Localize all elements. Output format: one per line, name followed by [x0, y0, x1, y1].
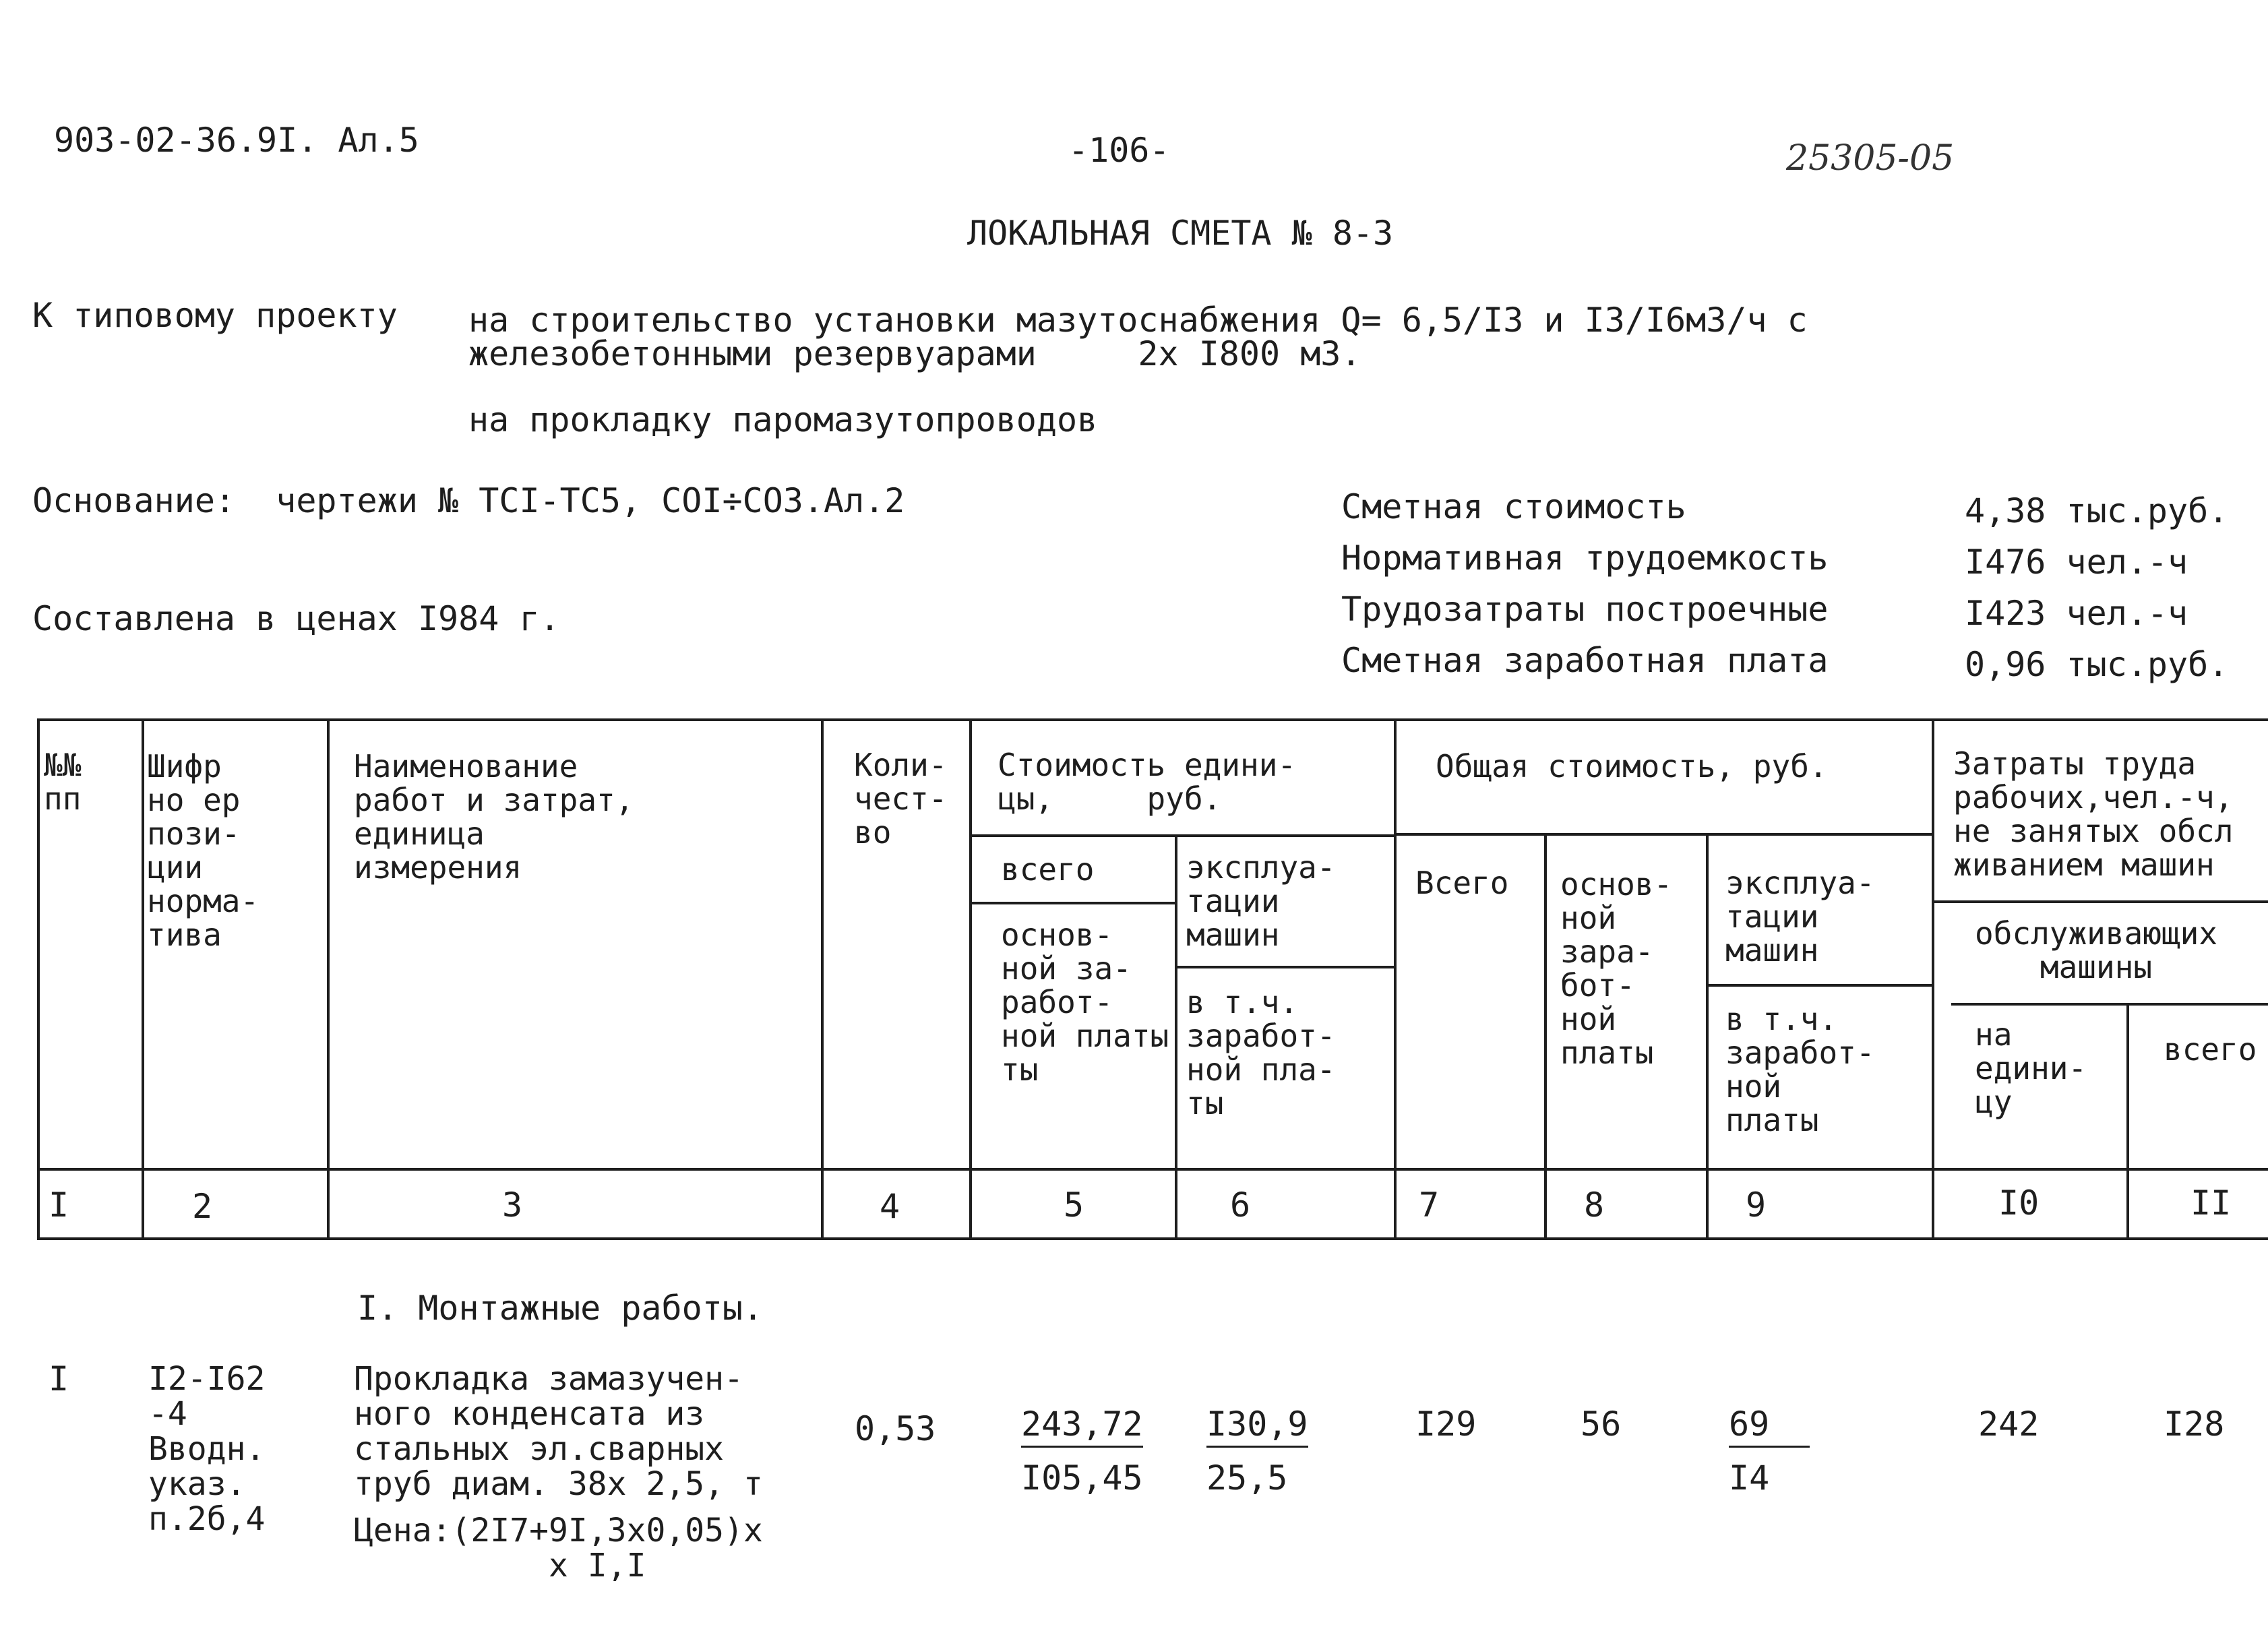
quantity: 0,53	[855, 1409, 936, 1448]
price-formula: Цена:(2I7+9I,3х0,05)х х I,I	[354, 1512, 763, 1584]
page-number: -106-	[1068, 131, 1170, 170]
project-line-3: на прокладку паромазутопроводов	[468, 400, 1098, 439]
total-cost: I29	[1415, 1405, 1477, 1444]
basis-text: Основание: чертежи № ТСI-ТС5, СОI÷СО3.Ал.2	[32, 481, 905, 520]
unit-machine-wage: 25,5	[1206, 1458, 1288, 1498]
header-col-7: Всего	[1415, 865, 1509, 901]
header-col-6b: в т.ч. заработ- ной пла- ты	[1186, 984, 1336, 1121]
column-number: 6	[1230, 1185, 1251, 1225]
total-wage: 56	[1581, 1405, 1622, 1444]
header-col-9b: в т.ч. заработ- ной платы	[1725, 1001, 1875, 1138]
column-number: II	[2190, 1183, 2232, 1223]
labor-per-unit: 242	[1978, 1405, 2040, 1444]
project-line-1: на строительство установки мазутоснабжения Q= 6,5/I3 и I3/I6м3/ч с	[468, 301, 1808, 340]
column-number: 8	[1584, 1185, 1605, 1225]
summary-value-4: 0,96 тыс.руб.	[1965, 645, 2229, 684]
summary-label-3: Трудозатраты построечные	[1341, 590, 1829, 629]
summary-label-2: Нормативная трудоемкость	[1341, 538, 1829, 578]
header-labor-sub: обслуживающих машины	[1975, 915, 2218, 985]
project-line-2: железобетонными резервуарами 2х I800 м3.	[468, 334, 1361, 373]
header-col-5b: основ- ной за- работ- ной платы ты	[1001, 917, 1169, 1088]
document-code: 903-02-36.9I. Ал.5	[54, 121, 419, 160]
summary-label-1: Сметная стоимость	[1341, 487, 1686, 526]
header-col-8: основ- ной зара- бот- ной платы	[1560, 866, 1673, 1071]
project-label: К типовому проекту	[32, 296, 398, 335]
handwritten-number: 25305-05	[1786, 138, 1955, 179]
row-number: I	[49, 1359, 69, 1398]
column-number: 9	[1746, 1185, 1767, 1225]
total-machine-value: 69	[1729, 1405, 1810, 1448]
unit-total-value: 243,72	[1021, 1405, 1143, 1448]
work-name: Прокладка замазучен- ного конденсата из стальных эл.сварных труб диам. 38х 2,5, т	[354, 1360, 763, 1503]
summary-value-3: I423 чел.-ч	[1965, 594, 2188, 633]
labor-total: I28	[2164, 1405, 2225, 1444]
document-title: ЛОКАЛЬНАЯ СМЕТА № 8-3	[967, 214, 1394, 253]
column-number: I	[49, 1185, 69, 1225]
header-col-2: Шифр но ер пози- ции норма- тива	[147, 748, 259, 953]
summary-value-1: 4,38 тыс.руб.	[1965, 491, 2229, 530]
summary-value-2: I476 чел.-ч	[1965, 543, 2188, 582]
column-number: I0	[1998, 1183, 2040, 1223]
total-machine-wage: I4	[1729, 1458, 1770, 1498]
total-machine	[1729, 1405, 1810, 1448]
section-title: I. Монтажные работы.	[357, 1289, 764, 1328]
header-total-cost: Общая стоимость, руб.	[1436, 748, 1828, 784]
header-col-10: на едини- цу	[1975, 1016, 2087, 1120]
summary-label-4: Сметная заработная плата	[1341, 641, 1829, 680]
price-year: Составлена в ценах I984 г.	[32, 599, 560, 638]
unit-wage: I05,45	[1021, 1458, 1143, 1498]
header-col-3: Наименование работ и затрат, единица измерения	[354, 748, 634, 886]
header-col-1: №№ пп	[44, 747, 82, 817]
norm-code: I2-I62 -4 Вводн. указ. п.2б,4	[148, 1360, 266, 1538]
column-number: 5	[1064, 1185, 1084, 1225]
header-col-6a: эксплуа- тации машин	[1186, 849, 1336, 953]
column-number: 2	[192, 1187, 213, 1226]
column-number: 4	[880, 1187, 900, 1226]
header-unit-cost: Стоимость едини- цы, руб.	[998, 747, 1297, 817]
header-col-4: Коли- чест- во	[854, 747, 948, 851]
header-labor: Затраты труда рабочих,чел.-ч, не занятых обсл живанием машин	[1953, 745, 2234, 883]
header-col-11: всего	[2164, 1031, 2257, 1068]
unit-machine-value: I30,9	[1206, 1405, 1308, 1448]
column-number: 7	[1419, 1185, 1440, 1225]
header-col-9a: эксплуа- тации машин	[1725, 865, 1875, 968]
column-number: 3	[502, 1185, 523, 1225]
header-col-5a: всего	[1001, 851, 1095, 888]
unit-machine	[1206, 1405, 1308, 1448]
unit-total	[1021, 1405, 1143, 1448]
